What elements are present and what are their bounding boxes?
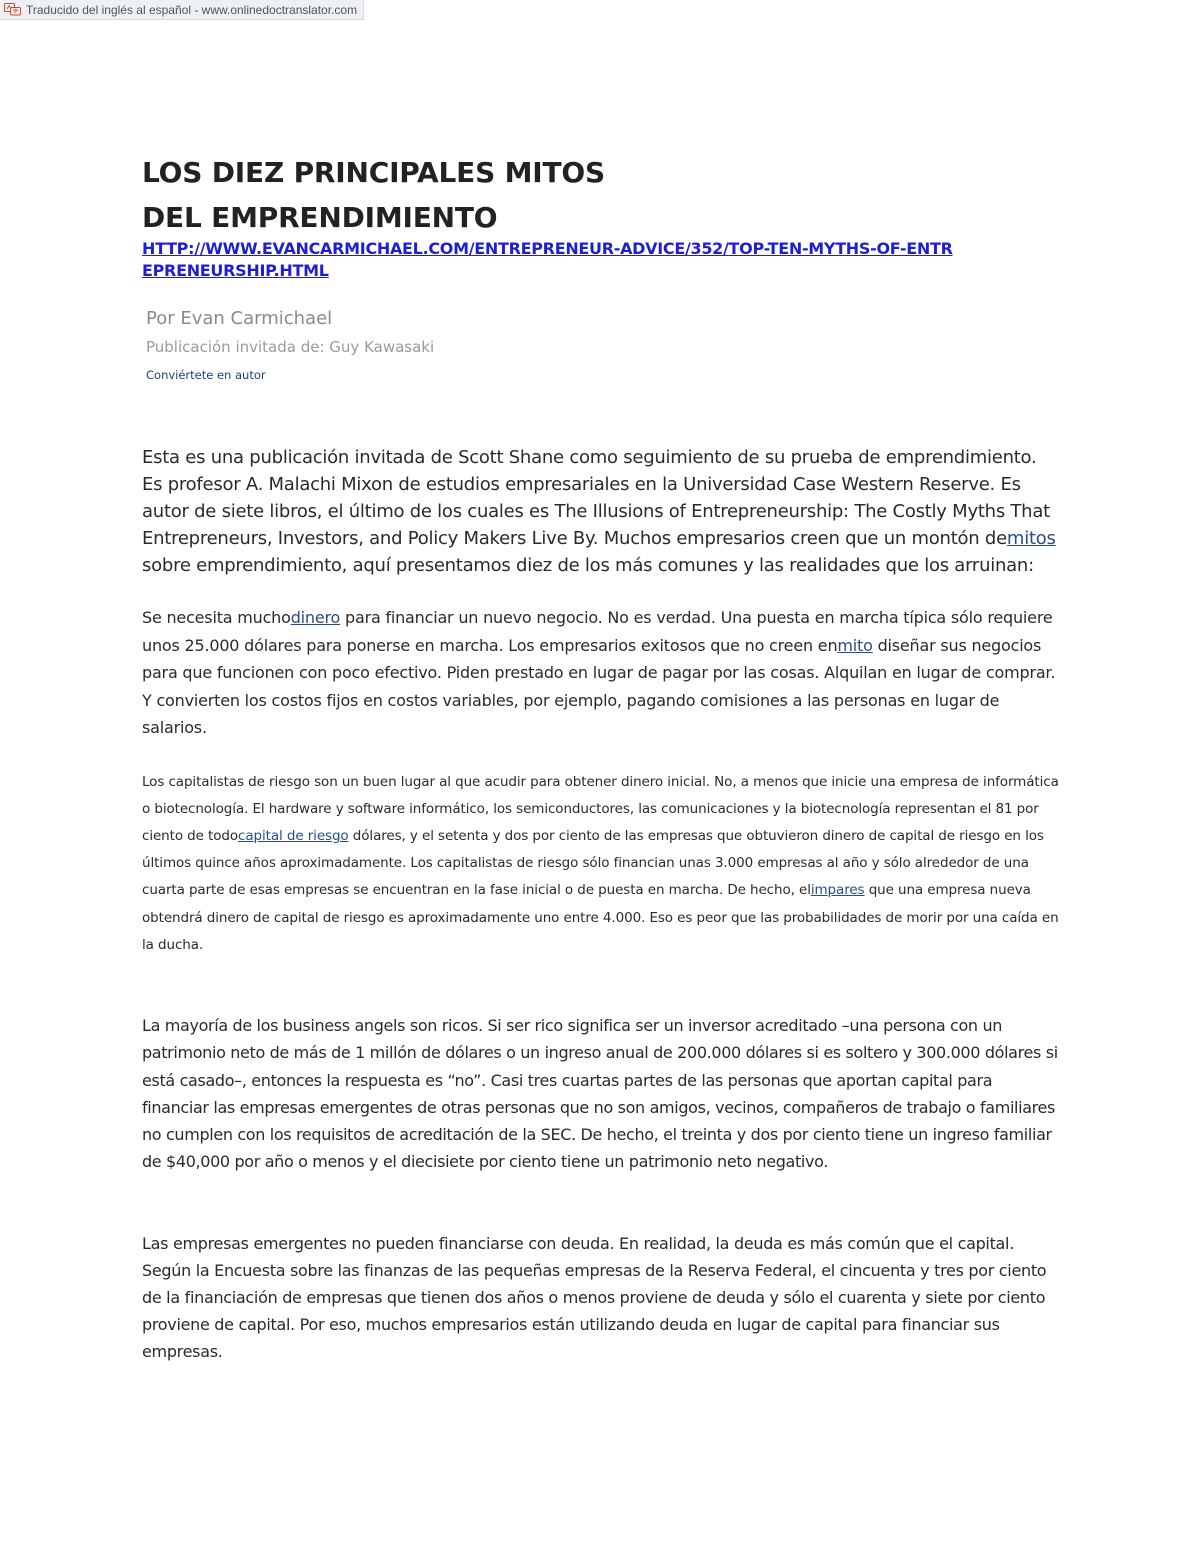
myth-2-text-c: que una empresa nueva obtendrá dinero de capital de riesgo es aproximadamente uno entre 4.000. Eso es peor que las probabilidades de morir por una caída en la ducha. bbox=[142, 882, 1059, 953]
venture-capital-link[interactable]: capital de riesgo bbox=[238, 827, 349, 844]
translate-icon bbox=[4, 3, 22, 16]
myth-1-text-c: diseñar sus negocios para que funcionen con poco efectivo. Piden prestado en lugar de pagar por las cosas. Alquilan en lugar de comprar. Y convierten los costos fijos en costos variables, por ejemplo, pagando comisiones a las personas en lugar de salarios. bbox=[142, 635, 1056, 737]
money-link[interactable]: dinero bbox=[290, 608, 341, 627]
myth-2-text-b: dólares, y el setenta y dos por ciento de las empresas que obtuvieron dinero de capital de riesgo en los últimos quince años aproximadamente. Los capitalistas de riesgo sólo financian unas 3.000 empresas al año y sólo alrededor de una cuarta parte de esas empresas se encuentran en la fase inicial o de puesta en marcha. De hecho, el bbox=[142, 827, 1044, 899]
myth-1-paragraph bbox=[142, 604, 1062, 742]
intro-text: Esta es una publicación invitada de Scott Shane como seguimiento de su prueba de emprendimiento. Es profesor A. Malachi Mixon de estudios empresariales en la Universidad Case Western Reserve. Es autor de siete libros, el último de los cuales es The Illusions of Entrepreneurship: The Costly Myths That Entrepreneurs, Investors, and Policy Makers Live By. Muchos empresarios creen que un montón de bbox=[142, 447, 1050, 549]
guest-post-credit: Publicación invitada de: Guy Kawasaki bbox=[146, 338, 435, 356]
myth-2-text-a: Los capitalistas de riesgo son un buen lugar al que acudir para obtener dinero inicial. No, a menos que inicie una empresa de informática o biotecnología. El hardware y software informático, los semiconductores, las comunicaciones y la biotecnología representan el 81 por ciento de todo bbox=[142, 773, 1059, 844]
translator-banner[interactable] bbox=[0, 0, 364, 20]
become-author-link[interactable]: Conviértete en autor bbox=[146, 368, 266, 382]
title-line-1: LOS DIEZ PRINCIPALES MITOS bbox=[142, 156, 605, 189]
myth-3-paragraph: La mayoría de los business angels son ricos. Si ser rico significa ser un inversor acreditado –una persona con un patrimonio neto de más de 1 millón de dólares o un ingreso anual de 200.000 dólares si es soltero y 300.000 dólares si está casado–, entonces la respuesta es “no”. Casi tres cuartas partes de las personas que aportan capital para financiar las empresas emergentes de otras personas que no son amigos, vecinos, compañeros de trabajo o familiares no cumplen con los requisitos de acreditación de la SEC. De hecho, el treinta y dos por ciento tiene un ingreso familiar de $40,000 por año o menos y el diecisiete por ciento tiene un patrimonio neto negativo. bbox=[142, 1015, 1058, 1172]
article-title bbox=[142, 150, 1062, 240]
myths-link[interactable]: mitos bbox=[1006, 528, 1056, 549]
myth-2-paragraph bbox=[142, 769, 1062, 959]
myth-1-text-b: para financiar un nuevo negocio. No es verdad. Una puesta en marcha típica sólo requiere unos 25.000 dólares para ponerse en marcha. Los empresarios exitosos que no creen en bbox=[142, 608, 1053, 655]
odds-link[interactable]: impares bbox=[810, 882, 865, 899]
source-url-link[interactable]: HTTP://WWW.EVANCARMICHAEL.COM/ENTREPRENEUR-ADVICE/352/TOP-TEN-MYTHS-OF-ENTREPRENEURSHIP.HTML bbox=[142, 239, 953, 280]
intro-text-end: sobre emprendimiento, aquí presentamos diez de los más comunes y las realidades que los arruinan: bbox=[142, 555, 1034, 576]
title-line-2: DEL EMPRENDIMIENTO bbox=[142, 201, 498, 234]
myth-4-paragraph: Las empresas emergentes no pueden financiarse con deuda. En realidad, la deuda es más común que el capital. Según la Encuesta sobre las finanzas de las pequeñas empresas de la Reserva Federal, el cincuenta y tres por ciento de la financiación de empresas que tienen dos años o menos proviene de deuda y sólo el cuarenta y siete por ciento proviene de capital. Por eso, muchos empresarios están utilizando deuda en lugar de capital para financiar sus empresas. bbox=[142, 1233, 1047, 1361]
myth-1-text-a: Se necesita mucho bbox=[142, 608, 291, 627]
myth-link[interactable]: mito bbox=[837, 635, 873, 655]
document-body bbox=[142, 150, 1062, 1365]
translator-banner-text: Traducido del inglés al español - www.onlinedoctranslator.com bbox=[26, 2, 358, 17]
byline bbox=[146, 306, 1062, 384]
intro-paragraph bbox=[142, 444, 1062, 579]
author-name: Por Evan Carmichael bbox=[146, 308, 333, 329]
